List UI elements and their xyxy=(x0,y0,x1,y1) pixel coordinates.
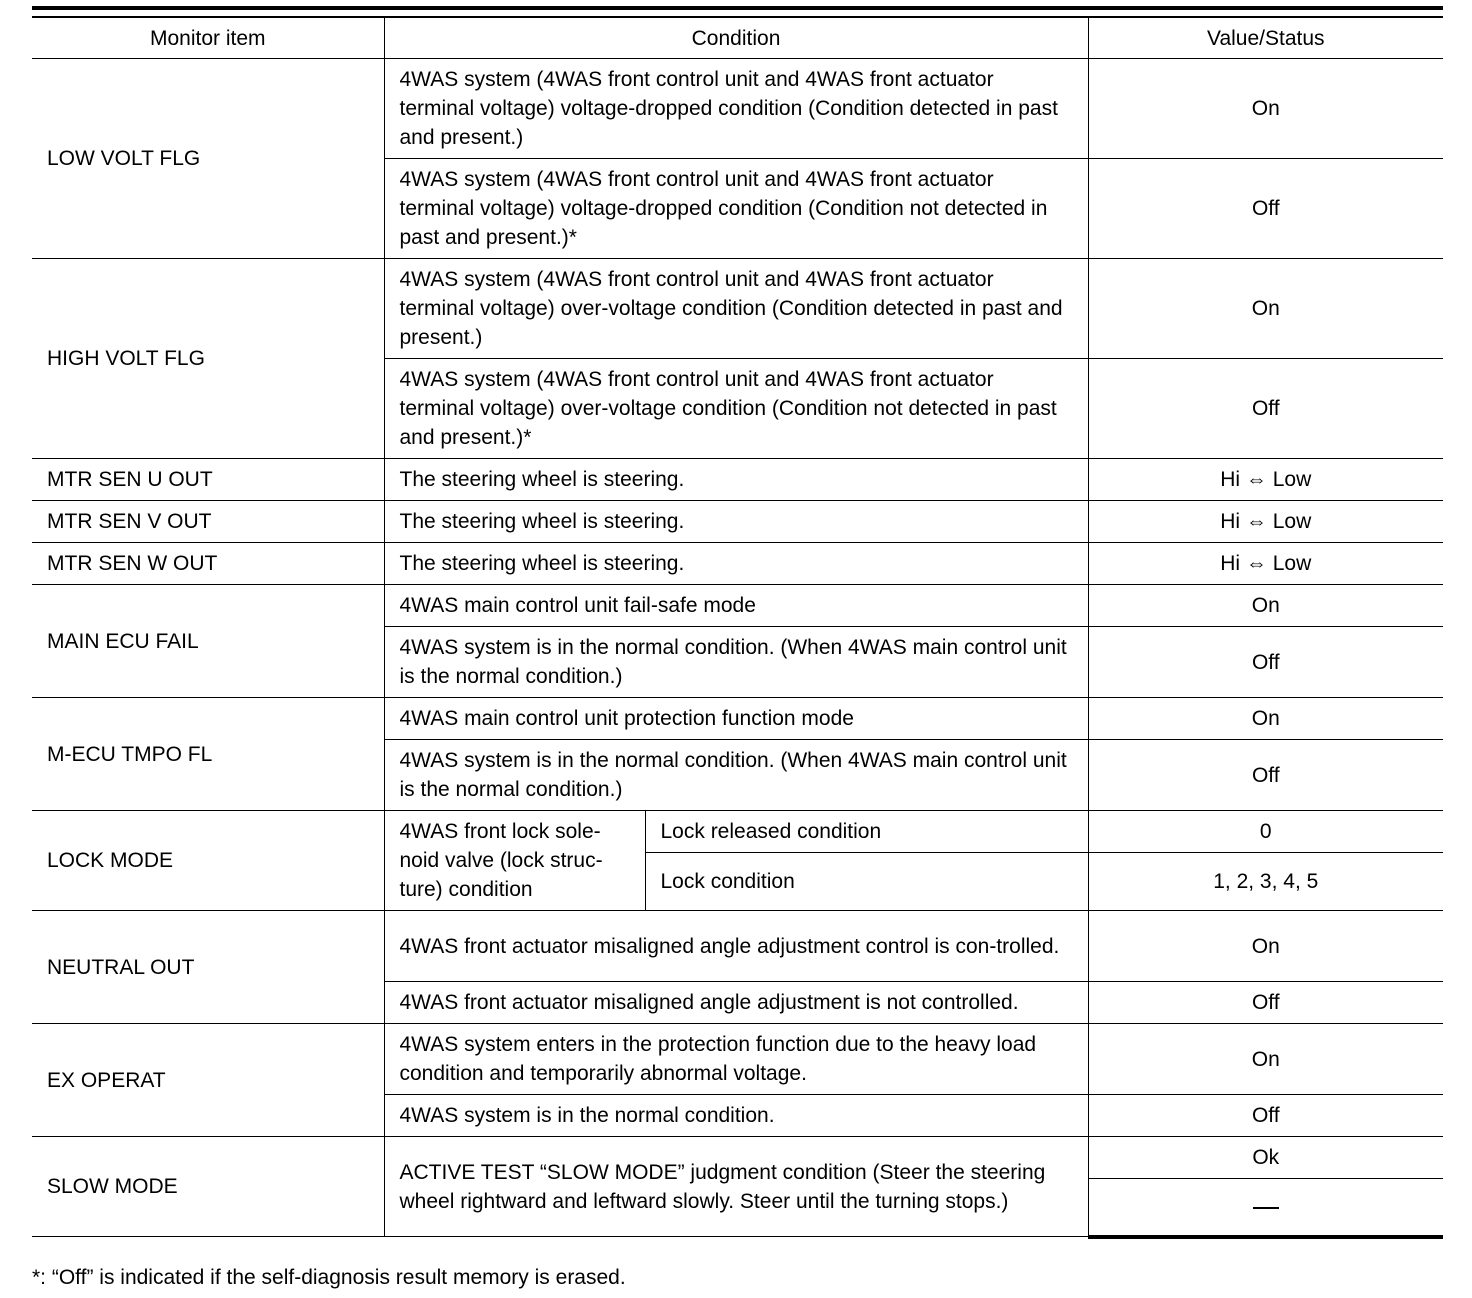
top-rule xyxy=(32,6,1443,10)
condition-cell: 4WAS system (4WAS front control unit and 4WAS front actuator terminal voltage) over-voltage condition (Condition not detected in past and present.)* xyxy=(384,359,1088,459)
monitor-item-cell: SLOW MODE xyxy=(32,1137,384,1237)
condition-cell: The steering wheel is steering. xyxy=(384,501,1088,543)
monitor-table xyxy=(32,16,1443,1239)
condition-cell: 4WAS system is in the normal condition. xyxy=(384,1095,1088,1137)
value-cell: 1, 2, 3, 4, 5 xyxy=(1088,853,1443,911)
header-value-status: Value/Status xyxy=(1088,17,1443,59)
value-cell: Ok xyxy=(1088,1137,1443,1179)
condition-cell: Lock condition xyxy=(645,853,1088,911)
condition-cell: 4WAS front actuator misaligned angle adjustment is not controlled. xyxy=(384,982,1088,1024)
monitor-item-cell: LOW VOLT FLG xyxy=(32,59,384,259)
condition-cell: 4WAS system is in the normal condition. (When 4WAS main control unit is the normal condition.) xyxy=(384,740,1088,811)
value-cell: On xyxy=(1088,1024,1443,1095)
header-row xyxy=(32,17,1443,59)
condition-cell: ACTIVE TEST “SLOW MODE” judgment condition (Steer the steering wheel rightward and leftward slowly. Steer until the turning stops.) xyxy=(384,1137,1088,1237)
condition-cell: 4WAS main control unit protection function mode xyxy=(384,698,1088,740)
value-cell: Off xyxy=(1088,982,1443,1024)
value-cell: Hi ⇔ Low xyxy=(1088,543,1443,585)
monitor-item-cell: M-ECU TMPO FL xyxy=(32,698,384,811)
value-cell: Off xyxy=(1088,627,1443,698)
value-cell: Hi ⇔ Low xyxy=(1088,501,1443,543)
table-row xyxy=(32,911,1443,982)
condition-cell: 4WAS front actuator misaligned angle adjustment control is con-trolled. xyxy=(384,911,1088,982)
header-monitor-item: Monitor item xyxy=(32,17,384,59)
monitor-item-cell: EX OPERAT xyxy=(32,1024,384,1137)
condition-cell: Lock released condition xyxy=(645,811,1088,853)
monitor-item-cell: LOCK MODE xyxy=(32,811,384,911)
condition-group-cell: 4WAS front lock sole-noid valve (lock struc-ture) condition xyxy=(384,811,645,911)
monitor-item-cell: HIGH VOLT FLG xyxy=(32,259,384,459)
condition-cell: 4WAS system (4WAS front control unit and 4WAS front actuator terminal voltage) voltage-dropped condition (Condition not detected in past and present.)* xyxy=(384,159,1088,259)
value-cell: On xyxy=(1088,585,1443,627)
table-row xyxy=(32,811,1443,853)
table-row xyxy=(32,459,1443,501)
table-row xyxy=(32,543,1443,585)
table-row xyxy=(32,259,1443,359)
footnote: *: “Off” is indicated if the self-diagnosis result memory is erased. xyxy=(32,1266,626,1289)
value-cell: On xyxy=(1088,259,1443,359)
value-cell: Off xyxy=(1088,740,1443,811)
condition-cell: The steering wheel is steering. xyxy=(384,459,1088,501)
value-cell: Off xyxy=(1088,159,1443,259)
monitor-item-cell: MTR SEN U OUT xyxy=(32,459,384,501)
monitor-item-cell: MAIN ECU FAIL xyxy=(32,585,384,698)
table-row xyxy=(32,501,1443,543)
table-row xyxy=(32,585,1443,627)
monitor-item-cell: NEUTRAL OUT xyxy=(32,911,384,1024)
value-cell xyxy=(1088,1179,1443,1237)
table-row xyxy=(32,698,1443,740)
header-condition: Condition xyxy=(384,17,1088,59)
condition-cell: 4WAS system (4WAS front control unit and 4WAS front actuator terminal voltage) voltage-dropped condition (Condition detected in past and present.) xyxy=(384,59,1088,159)
value-cell: On xyxy=(1088,911,1443,982)
value-cell: 0 xyxy=(1088,811,1443,853)
dash-mark xyxy=(1253,1207,1279,1209)
monitor-item-cell: MTR SEN V OUT xyxy=(32,501,384,543)
condition-cell: 4WAS system enters in the protection function due to the heavy load condition and temporarily abnormal voltage. xyxy=(384,1024,1088,1095)
condition-cell: 4WAS system is in the normal condition. (When 4WAS main control unit is the normal condition.) xyxy=(384,627,1088,698)
condition-cell: 4WAS main control unit fail-safe mode xyxy=(384,585,1088,627)
value-cell: On xyxy=(1088,59,1443,159)
monitor-item-cell: MTR SEN W OUT xyxy=(32,543,384,585)
value-cell: Hi ⇔ Low xyxy=(1088,459,1443,501)
table-row xyxy=(32,1024,1443,1095)
condition-cell: 4WAS system (4WAS front control unit and 4WAS front actuator terminal voltage) over-voltage condition (Condition detected in past and present.) xyxy=(384,259,1088,359)
table-row xyxy=(32,1137,1443,1179)
condition-cell: The steering wheel is steering. xyxy=(384,543,1088,585)
value-cell: Off xyxy=(1088,1095,1443,1137)
value-cell: Off xyxy=(1088,359,1443,459)
value-cell: On xyxy=(1088,698,1443,740)
monitor-table-container xyxy=(32,6,1443,1239)
table-row xyxy=(32,59,1443,159)
